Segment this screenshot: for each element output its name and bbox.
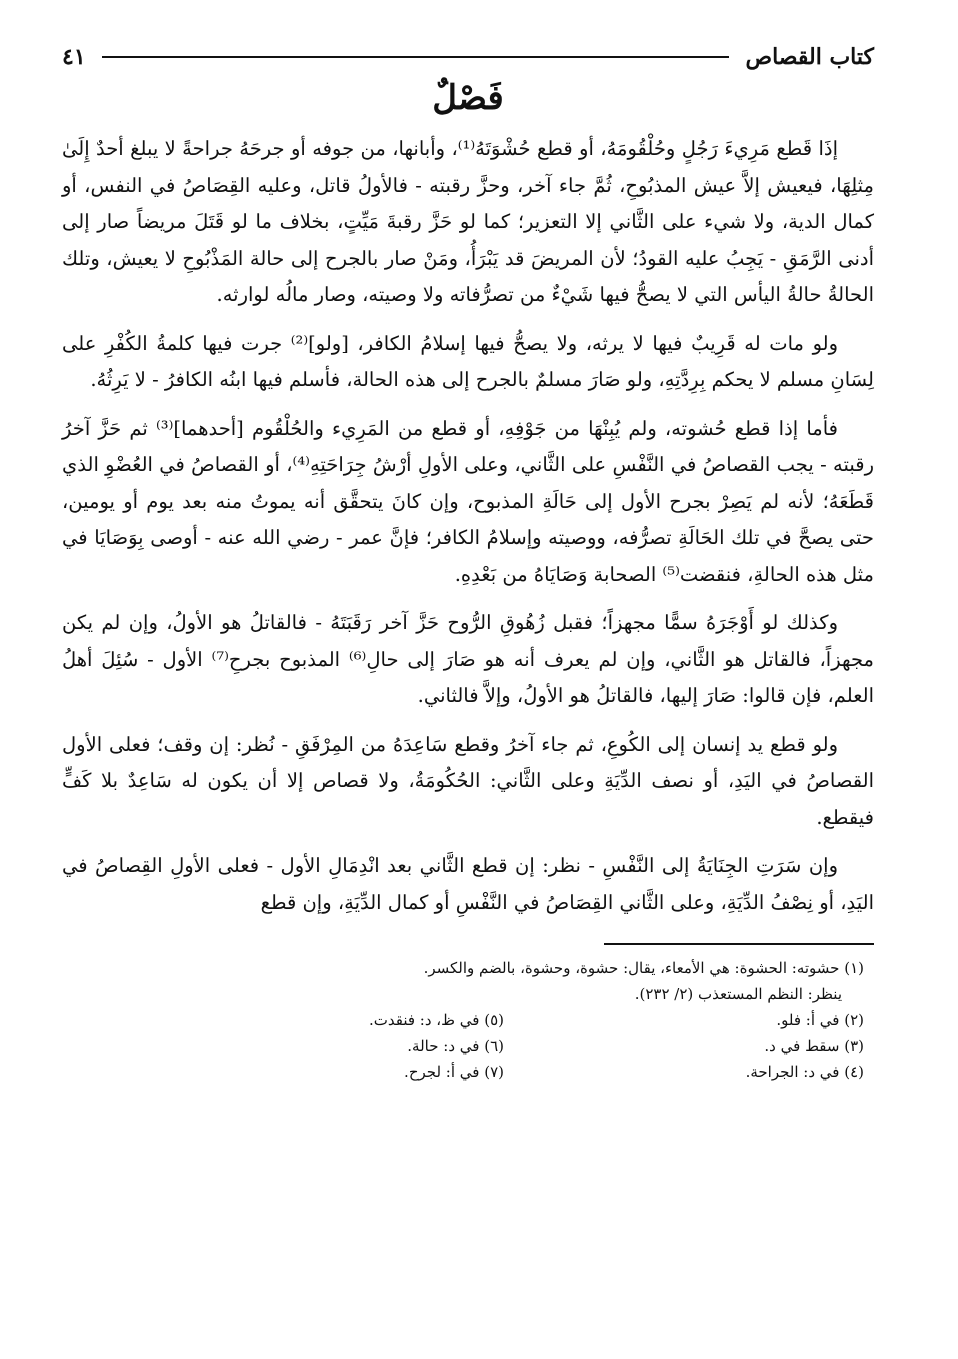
paragraph-1: إذَا قَطع مَرِيءَ رَجُلٍ وحُلْقُومَهُ، أو قطع حُشْوَتَهُ⁽¹⁾، وأبانها، من جوفه أو جرحَهُ جراحةً لا يبلغ أحدٌ إِلَىٰ مِثلِهَا، فيعيش إلاَّ عيش المذبُوحِ، ثُمَّ جاء آخر، وحزَّ رقبته - فالأولُ قاتل، وعليه القِصَاصُ في النفس، أو كمال الدية، ولا شيء على الثَّاني إلا التعزير؛ كما لو حَزَّ رقبةَ مَيِّتٍ، بخلاف ما لو قَتَلَ مريضاً صار إلى أدنى الرَّمَقِ - يَجِبُ عليه القودُ؛ لأن المريضَ قد يَبْرَأُ، ومَنْ صار بالجرح إلى حالة المَذْبُوحِ لا يعيش، وتلك الحالةُ حالةُ اليأس التي لا يصحُّ فيها شَيْءٌ من تصرُّفاته ولا وصيته، وصار مالُه لوارثه. (62, 137, 874, 307)
paragraph-5: ولو قطع يد إنسان إلى الكُوعِ، ثم جاء آخرُ وقطع سَاعِدَهُ من المِرْفَقِ - نُظر: إن وقف؛ فعلى الأول القصاصُ في اليَدِ، أو نصف الدِّيَةِ وعلى الثَّاني: الحُكُومَةُ، ولا قصاص إلا أن يكون له سَاعِدٌ بلا كَفٍّ فيقطع. (62, 732, 874, 829)
running-header (62, 36, 874, 78)
footnote-1: (١) حشوته: الحشوة: هي الأمعاء، يقال: حشوة، وحشوة، بالضم والكسر. (423, 959, 864, 978)
footnote-4: (٤) في د: الجراحة. (745, 1063, 864, 1082)
paragraph-6: وإن سَرَتِ الجِنَايَةُ إلى النَّفْسِ - نظر: إن قطع الثَّاني بعد انْدِمَالِ الأول - فعلى الأولِ القِصاصُ في اليَدِ، أو نِصْفُ الدِّيَةِ، وعلى الثَّاني القِصَاصُ في النَّفْسِ أو كمال الدِّيَةِ، وإن قطع (62, 854, 874, 914)
paragraph-4: وكذلك لو أَوْجَرَهُ سمًّا مجهزاً؛ فقبل زُهُوقِ الرُّوح حَزَّ آخر رَقَبَتَهُ - فالقاتلُ هو الأولُ، وإن لم يكن مجهزاً، فالقاتل هو الثَّاني، وإن لم يعرف أنه هو صَارَ إلى حالِ⁽⁶⁾ المذبوح بجرحِ⁽⁷⁾ الأول - سُئِلَ أهلُ العلم، فإن قالوا: صَارَ إليها، فالقاتلُ هو الأولُ، وإلاَّ فالثاني. (62, 611, 874, 708)
footnote-6: (٦) في د: حالة. (407, 1037, 504, 1056)
footnote-3: (٣) سقط في د. (764, 1037, 864, 1056)
footnotes (62, 955, 874, 1085)
footnote-1-continuation: ينظر: النظم المستعذب (٢/ ٢٣٢). (634, 985, 842, 1004)
footnote-5: (٥) في ظ، د: فنقدت. (368, 1011, 504, 1030)
section-heading: فَصْلٌ (432, 78, 504, 118)
footnote-7: (٧) في أ: لجرح. (404, 1063, 504, 1082)
footnote-2: (٢) في أ: فلو. (776, 1011, 864, 1030)
footnote-column-left (184, 1007, 504, 1085)
paragraph-2: ولو مات له قَرِيبٌ فيها لا يرثه، ولا يصحُّ فيها إسلامُ الكافر، [ولو]⁽²⁾ جرت فيها كلمةُ الكُفْرِ على لِسَانِ مسلم لا يحكم بِرِدَّتِهِ، ولو صَارَ مسلمٌ بالجرح إلى هذه الحالة، فأسلم فيها ابنُه الكافرُ - لا يَرِثُهُ. (62, 331, 874, 392)
document-page (62, 36, 874, 1085)
header-rule (102, 56, 730, 58)
footnote-rule (604, 943, 874, 945)
footnote-column-right (544, 1007, 864, 1085)
page-number: ٤١ (62, 44, 86, 70)
book-title: كتاب القصاص (745, 44, 874, 70)
footnote-columns (62, 1007, 864, 1085)
paragraph-3: فأما إذا قطع حُشوته، ولم يُبِنْهَا من جَوْفِهِ، أو قطع من المَرِيء والحُلْقُوم [أحدهما]⁽³⁾ ثم حَزَّ آخرُ رقبته - يجب القصاصُ في النَّفْسِ على الثَّاني، وعلى الأولِ أرْشُ جِرَاحَتِهِ⁽⁴⁾، أو القصاصُ في العُضْوِ الذي قَطَعَهُ؛ لأنه لم يَصِرْ بجرح الأول إلى حَالَةِ المذبوح، وإن كانَ يتحقَّق أنه يموتُ منه بعد يوم أو يومين، حتى يصحَّ في تلك الحَالَةِ تصرُّفه، ووصيته وإسلامُ الكافر؛ فإنَّ عمر - رضي الله عنه - أوصى بِوَصَايَا في مثل هذه الحالةِ، فنقضت⁽⁵⁾ الصحابة وَصَايَاهُ من بَعْدِهِ. (62, 416, 874, 586)
